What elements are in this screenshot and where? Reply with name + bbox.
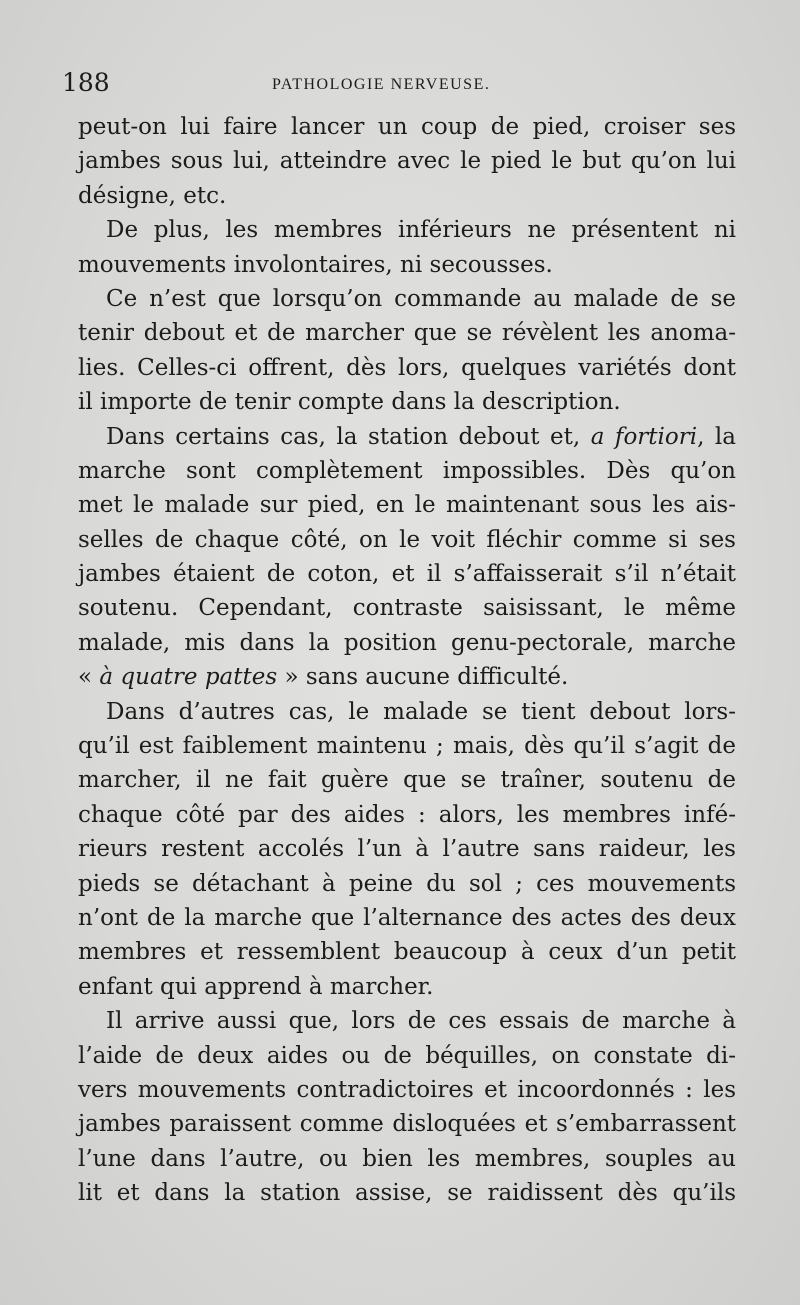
running-head: PATHOLOGIE NERVEUSE.	[272, 76, 491, 93]
text-line: lit et dans la station assise, se raidissent dès qu’ils	[78, 1180, 736, 1207]
text-line: marcher, il ne fait guère que se traîner, soutenu de	[78, 767, 736, 794]
text-line: qu’il est faiblement maintenu ; mais, dès qu’il s’agit de	[78, 733, 736, 760]
text-line: désigne, etc.	[78, 182, 227, 209]
text-line-segment: «	[78, 664, 100, 691]
text-line: mouvements involontaires, ni secousses.	[78, 251, 553, 278]
body-text	[78, 110, 736, 1211]
page-number: 188	[62, 68, 110, 97]
text-line: chaque côté par des aides : alors, les membres infé-	[78, 801, 736, 828]
text-line: l’une dans l’autre, ou bien les membres, souples au	[78, 1145, 736, 1172]
text-line: malade, mis dans la position genu-pectorale, marche	[78, 629, 736, 656]
text-line: lies. Celles-ci offrent, dès lors, quelques variétés dont	[78, 354, 736, 381]
text-line: rieurs restent accolés l’un à l’autre sans raideur, les	[78, 836, 736, 863]
text-line: jambes étaient de coton, et il s’affaisserait s’il n’était	[78, 561, 736, 588]
text-line: Dans d’autres cas, le malade se tient debout lors-	[106, 698, 736, 725]
page-header	[62, 68, 732, 98]
text-line: il importe de tenir compte dans la description.	[78, 389, 621, 416]
text-line: l’aide de deux aides ou de béquilles, on constate di-	[78, 1042, 736, 1069]
text-line: De plus, les membres inférieurs ne présentent ni	[106, 217, 736, 244]
text-line: met le malade sur pied, en le maintenant sous les ais-	[78, 492, 736, 519]
text-line: n’ont de la marche que l’alternance des actes des deux	[78, 904, 736, 931]
text-line: marche sont complètement impossibles. Dès qu’on	[78, 457, 736, 484]
text-line: enfant qui apprend à marcher.	[78, 973, 434, 1000]
text-line-segment: , la	[697, 423, 736, 450]
text-line: peut-on lui faire lancer un coup de pied, croiser ses	[78, 114, 736, 140]
text-line: Il arrive aussi que, lors de ces essais de marche à	[106, 1008, 736, 1035]
text-line: vers mouvements contradictoires et incoordonnés : les	[78, 1076, 736, 1103]
text-line: soutenu. Cependant, contraste saisissant, le même	[78, 595, 736, 622]
text-line: Ce n’est que lorsqu’on commande au malade de se	[106, 285, 736, 312]
text-line-segment: » sans aucune difficulté.	[277, 664, 569, 691]
text-line: membres et ressemblent beaucoup à ceux d’un petit	[78, 939, 736, 966]
text-line	[78, 660, 736, 694]
italic-phrase: à quatre pattes	[99, 664, 278, 691]
text-line	[78, 420, 736, 454]
text-line: selles de chaque côté, on le voit fléchir comme si ses	[78, 526, 736, 553]
text-line-segment: Dans certains cas, la station debout et,	[106, 423, 591, 450]
text-line: pieds se détachant à peine du sol ; ces mouvements	[78, 870, 736, 897]
text-line: tenir debout et de marcher que se révèlent les anoma-	[78, 320, 736, 347]
text-line: jambes paraissent comme disloquées et s’embarrassent	[78, 1111, 736, 1138]
italic-phrase: a fortiori	[590, 423, 698, 450]
text-line: jambes sous lui, atteindre avec le pied le but qu’on lui	[78, 148, 736, 175]
